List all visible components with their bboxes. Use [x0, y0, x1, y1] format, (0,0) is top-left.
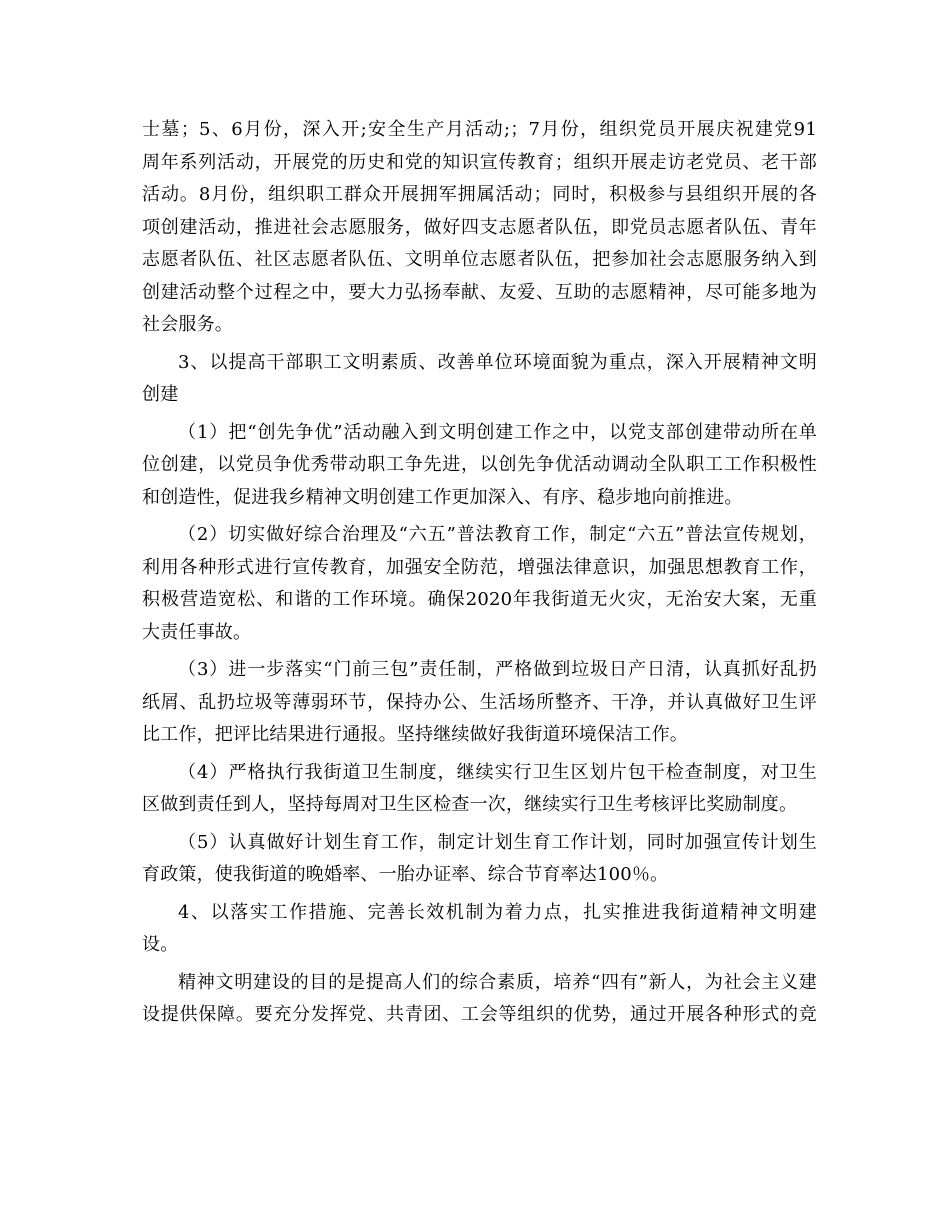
paragraph-item-5	[142, 827, 817, 892]
text-line: 和创造性，促进我乡精神文明创建工作更加深入、有序、稳步地向前推进。	[142, 486, 743, 508]
text-line: （4）严格执行我街道卫生制度，继续实行卫生区划片包干检查制度，对卫生	[178, 761, 817, 783]
text-line: 项创建活动，推进社会志愿服务，做好四支志愿者队伍，即党员志愿者队伍、青年	[142, 216, 817, 238]
text-line: 育政策，使我街道的晚婚率、一胎办证率、综合节育率达100％。	[142, 864, 669, 885]
text-line: 利用各种形式进行宣传教育，加强安全防范，增强法律意识，加强思想教育工作，	[142, 556, 817, 578]
text-line: （2）切实做好综合治理及“六五”普法教育工作，制定“六五”普法宣传规划，	[178, 524, 817, 545]
text-line: 3、以提高干部职工文明素质、改善单位环境面貌为重点，深入开展精神文明	[178, 351, 817, 373]
section-heading-3	[142, 347, 817, 412]
paragraph-item-3	[142, 654, 817, 752]
text-line: 纸屑、乱扔垃圾等薄弱环节，保持办公、生活场所整齐、干净，并认真做好卫生评	[142, 691, 817, 713]
text-line: 志愿者队伍、社区志愿者队伍、文明单位志愿者队伍，把参加社会志愿服务纳入到	[142, 249, 817, 270]
text-line: 社会服务。	[142, 314, 233, 335]
text-line: 区做到责任到人，坚持每周对卫生区检查一次，继续实行卫生考核评比奖励制度。	[142, 794, 798, 815]
text-line: （3）进一步落实“门前三包”责任制，严格做到垃圾日产日清，认真抓好乱扔	[178, 659, 817, 680]
text-line: 创建活动整个过程之中，要大力弘扬奉献、友爱、互助的志愿精神，尽可能多地为	[142, 281, 817, 303]
text-line: 精神文明建设的目的是提高人们的综合素质，培养“四有”新人，为社会主义建	[178, 971, 817, 993]
text-line: 士墓；5、6月份，深入开;安全生产月活动;；7月份，组织党员开展庆祝建党91	[142, 119, 817, 140]
text-line: 大责任事故。	[142, 621, 252, 643]
text-line: 比工作，把评比结果进行通报。坚持继续做好我街道环境保洁工作。	[142, 724, 688, 745]
document-body	[142, 114, 817, 1037]
text-line: 创建	[142, 384, 179, 405]
paragraph-item-4	[142, 757, 817, 822]
paragraph-item-2	[142, 519, 817, 649]
text-line: 积极营造宽松、和谐的工作环境。确保2020年我街道无火灾，无治安大案，无重	[142, 589, 817, 610]
section-heading-4	[142, 897, 817, 962]
text-line: （1）把“创先争优”活动融入到文明创建工作之中，以党支部创建带动所在单	[178, 421, 817, 443]
paragraph-item-1	[142, 417, 817, 515]
text-line: 活动。8月份，组织职工群众开展拥军拥属活动；同时，积极参与县组织开展的各	[142, 184, 817, 205]
text-line: （5）认真做好计划生育工作，制定计划生育工作计划，同时加强宣传计划生	[178, 831, 817, 853]
text-line: 设。	[142, 934, 179, 955]
paragraph-purpose	[142, 967, 817, 1032]
paragraph-activities	[142, 114, 817, 342]
text-line: 设提供保障。要充分发挥党、共青团、工会等组织的优势，通过开展各种形式的竞	[142, 1004, 817, 1025]
text-line: 4、以落实工作措施、完善长效机制为着力点，扎实推进我街道精神文明建	[178, 901, 817, 923]
text-line: 位创建，以党员争优秀带动职工争先进，以创先争优活动调动全队职工工作积极性	[142, 454, 817, 475]
text-line: 周年系列活动，开展党的历史和党的知识宣传教育；组织开展走访老党员、老干部	[142, 151, 817, 173]
